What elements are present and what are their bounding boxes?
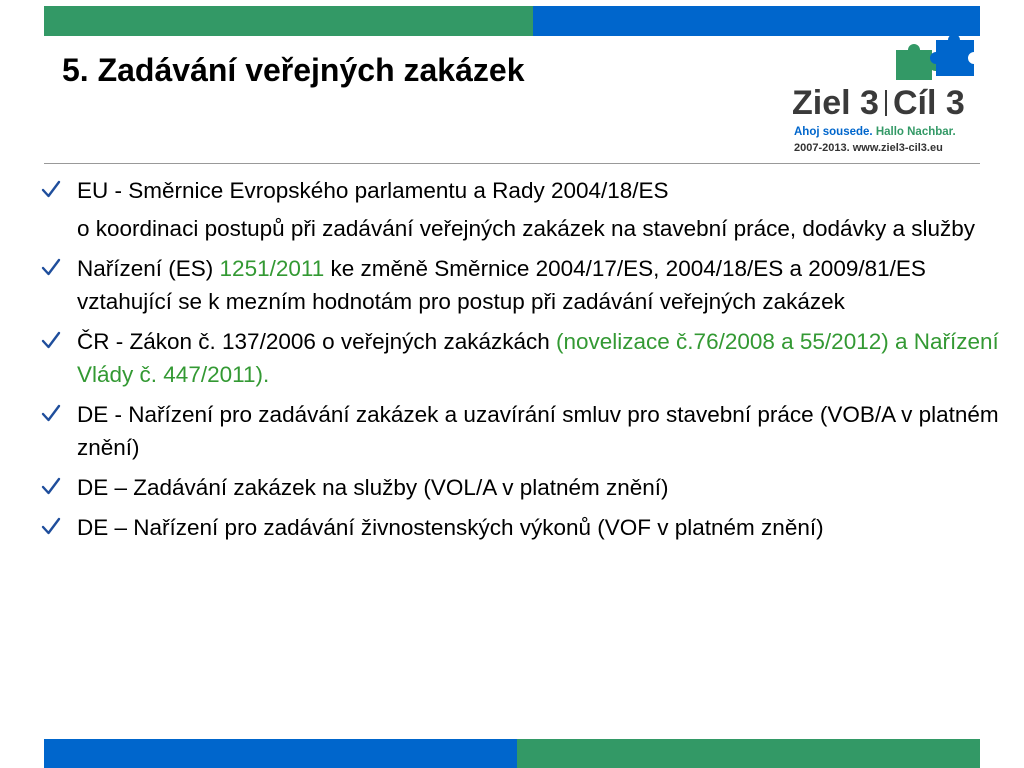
logo-tagline (794, 126, 956, 138)
item-text: ke změně Směrnice 2004/17/ES, 2004/18/ES a 2009/81/ES vztahující se k mezním hodnotám pro postup při zadávání veřejných zakázek (77, 256, 926, 314)
item-text: DE - Nařízení pro zadávání zakázek a uzavírání smluv pro stavební práce (VOB/A v platném znění) (77, 402, 999, 460)
ziel3-cil3-logo (790, 36, 990, 160)
checkmark-icon (40, 515, 62, 537)
item-text: ČR - Zákon č. 137/2006 o veřejných zakázkách (77, 329, 556, 354)
item-text: DE – Zadávání zakázek na služby (VOL/A v platném znění) (77, 475, 669, 500)
checkmark-icon (40, 475, 62, 497)
logo-name-de: Ziel 3 (792, 84, 879, 122)
list-item (40, 511, 1000, 544)
checkmark-icon (40, 402, 62, 424)
item-text: Nařízení (ES) (77, 256, 220, 281)
checkmark-icon (40, 329, 62, 351)
logo-separator (885, 90, 887, 116)
logo-name-cz: Cíl 3 (892, 84, 965, 122)
top-green-bar (44, 6, 533, 36)
puzzle-pieces-icon (892, 36, 982, 80)
item-amendment-note: (novelizace č.76/2008 a 55/2012) a Nařízení Vlády č. 447/2011). (77, 329, 999, 387)
item-regulation-number: 1251/2011 (219, 256, 325, 281)
checkmark-icon (40, 256, 62, 278)
list-item-subtext: o koordinaci postupů při zadávání veřejných zakázek na stavební práce, dodávky a služby (77, 216, 976, 241)
title-divider (44, 163, 980, 164)
list-item (40, 252, 1000, 318)
top-blue-bar (533, 6, 980, 36)
checkmark-icon (40, 178, 62, 200)
list-item (40, 325, 1000, 391)
logo-tagline-de: Hallo Nachbar. (875, 126, 956, 138)
bullet-list (40, 174, 1000, 551)
list-item (40, 174, 1000, 207)
list-item (40, 471, 1000, 504)
list-item (40, 398, 1000, 464)
bottom-green-bar (517, 739, 980, 768)
slide-title: 5. Zadávání veřejných zakázek (62, 52, 525, 88)
item-text: EU - Směrnice Evropského parlamentu a Rady 2004/18/ES (77, 178, 669, 203)
logo-wordmark (792, 84, 965, 123)
item-text: DE – Nařízení pro zadávání živnostenských výkonů (VOF v platném znění) (77, 515, 824, 540)
logo-tagline-cz: Ahoj sousede. (794, 126, 873, 138)
logo-url: 2007-2013. www.ziel3-cil3.eu (794, 142, 943, 154)
bottom-blue-bar (44, 739, 517, 768)
